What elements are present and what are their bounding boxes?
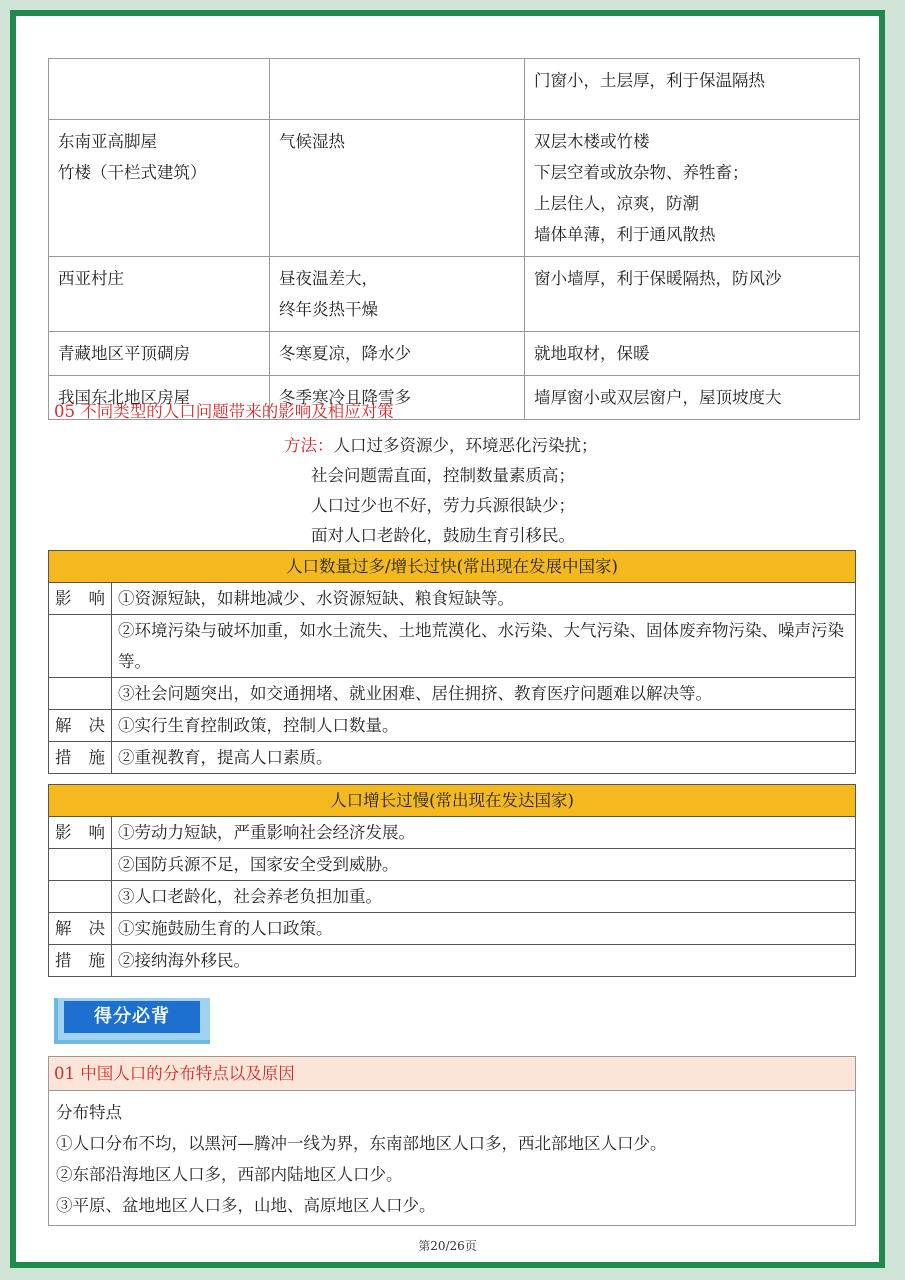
- housing-table: [48, 58, 860, 420]
- measure-label: 解决: [49, 913, 112, 945]
- table-row: [49, 710, 856, 742]
- method-line: 社会问题需直面，控制数量素质高；: [311, 466, 575, 485]
- table-row: [49, 881, 856, 913]
- method-label: 方法：: [284, 436, 334, 455]
- badge-label: 得分必背: [64, 1001, 200, 1033]
- table-row: [49, 913, 856, 945]
- table-row: [49, 583, 856, 615]
- table-row: [49, 945, 856, 977]
- page-sheet: [16, 16, 879, 1262]
- impact-label: 影响: [49, 817, 112, 849]
- region-cell: [49, 59, 270, 120]
- measure-item: ①实施鼓励生育的人口政策。: [112, 913, 856, 945]
- impact-label: 影响: [49, 583, 112, 615]
- page-frame: [10, 10, 885, 1268]
- table-row: [49, 849, 856, 881]
- method-line: 人口过少也不好，劳力兵源很缺少；: [311, 496, 575, 515]
- region-cell: 西亚村庄: [49, 257, 270, 332]
- table-row: [49, 332, 860, 376]
- impact-item: ①劳动力短缺，严重影响社会经济发展。: [112, 817, 856, 849]
- overpopulation-header: 人口数量过多/增长过快(常出现在发展中国家): [49, 551, 856, 583]
- climate-cell: 气候湿热: [270, 120, 525, 257]
- measure-item: ①实行生育控制政策，控制人口数量。: [112, 710, 856, 742]
- measure-item: ②重视教育，提高人口素质。: [112, 742, 856, 774]
- impact-item: ③社会问题突出，如交通拥堵、就业困难、居住拥挤、教育医疗问题难以解决等。: [112, 678, 856, 710]
- feature-cell: 门窗小，土层厚，利于保温隔热: [525, 59, 860, 120]
- must-memorize-badge: [54, 998, 210, 1044]
- distribution-point: ③平原、盆地地区人口多，山地、高原地区人口少。: [56, 1196, 436, 1215]
- feature-cell: 墙厚窗小或双层窗户，屋顶坡度大: [525, 376, 860, 420]
- table-row: [49, 1057, 856, 1091]
- feature-cell: 窗小墙厚，利于保暖隔热，防风沙: [525, 257, 860, 332]
- section-01-title: 01 中国人口的分布特点以及原因: [49, 1057, 856, 1091]
- distribution-subtitle: 分布特点: [56, 1103, 122, 1122]
- table-row: [49, 59, 860, 120]
- distribution-point: ①人口分布不均，以黑河—腾冲一线为界，东南部地区人口多，西北部地区人口少。: [56, 1134, 667, 1153]
- slow-growth-header: 人口增长过慢(常出现在发达国家): [49, 785, 856, 817]
- overpopulation-table: [48, 550, 856, 774]
- slow-growth-table: [48, 784, 856, 977]
- measure-item: ②接纳海外移民。: [112, 945, 856, 977]
- climate-cell: 冬寒夏凉，降水少: [270, 332, 525, 376]
- table-row: [49, 615, 856, 678]
- table-row: [49, 678, 856, 710]
- table-row: [49, 817, 856, 849]
- table-row: [49, 1091, 856, 1226]
- feature-cell: 就地取材，保暖: [525, 332, 860, 376]
- distribution-point: ②东部沿海地区人口多，西部内陆地区人口少。: [56, 1165, 403, 1184]
- table-row: [49, 742, 856, 774]
- climate-cell: 昼夜温差大， 终年炎热干燥: [270, 257, 525, 332]
- region-cell: 东南亚高脚屋 竹楼（干栏式建筑）: [49, 120, 270, 257]
- feature-cell: 双层木楼或竹楼 下层空着或放杂物、养牲畜； 上层住人，凉爽，防潮 墙体单薄，利于通风散热: [525, 120, 860, 257]
- table-row: [49, 785, 856, 817]
- table-row: [49, 257, 860, 332]
- impact-item: ②国防兵源不足，国家安全受到威胁。: [112, 849, 856, 881]
- measure-label: 措施: [49, 945, 112, 977]
- impact-item: ①资源短缺，如耕地减少、水资源短缺、粮食短缺等。: [112, 583, 856, 615]
- table-row: [49, 551, 856, 583]
- measure-label: 解决: [49, 710, 112, 742]
- page-number: 第20/26页: [418, 1239, 477, 1253]
- table-row: [49, 120, 860, 257]
- climate-cell: 冬季寒冷且降雪多: [270, 376, 525, 420]
- section-05-title: 05 不同类型的人口问题带来的影响及相应对策: [54, 402, 394, 421]
- measure-label: 措施: [49, 742, 112, 774]
- impact-item: ②环境污染与破坏加重，如水土流失、土地荒漠化、水污染、大气污染、固体废弃物污染、噪声污染等。: [112, 615, 856, 678]
- impact-item: ③人口老龄化，社会养老负担加重。: [112, 881, 856, 913]
- region-cell: 我国东北地区房屋: [49, 376, 270, 420]
- method-line: 人口过多资源少，环境恶化污染扰；: [333, 436, 598, 455]
- region-cell: 青藏地区平顶碉房: [49, 332, 270, 376]
- method-line: 面对人口老龄化，鼓励生育引移民。: [311, 526, 575, 545]
- method-rhyme: [284, 431, 598, 551]
- climate-cell: [270, 59, 525, 120]
- distribution-box: [48, 1056, 856, 1226]
